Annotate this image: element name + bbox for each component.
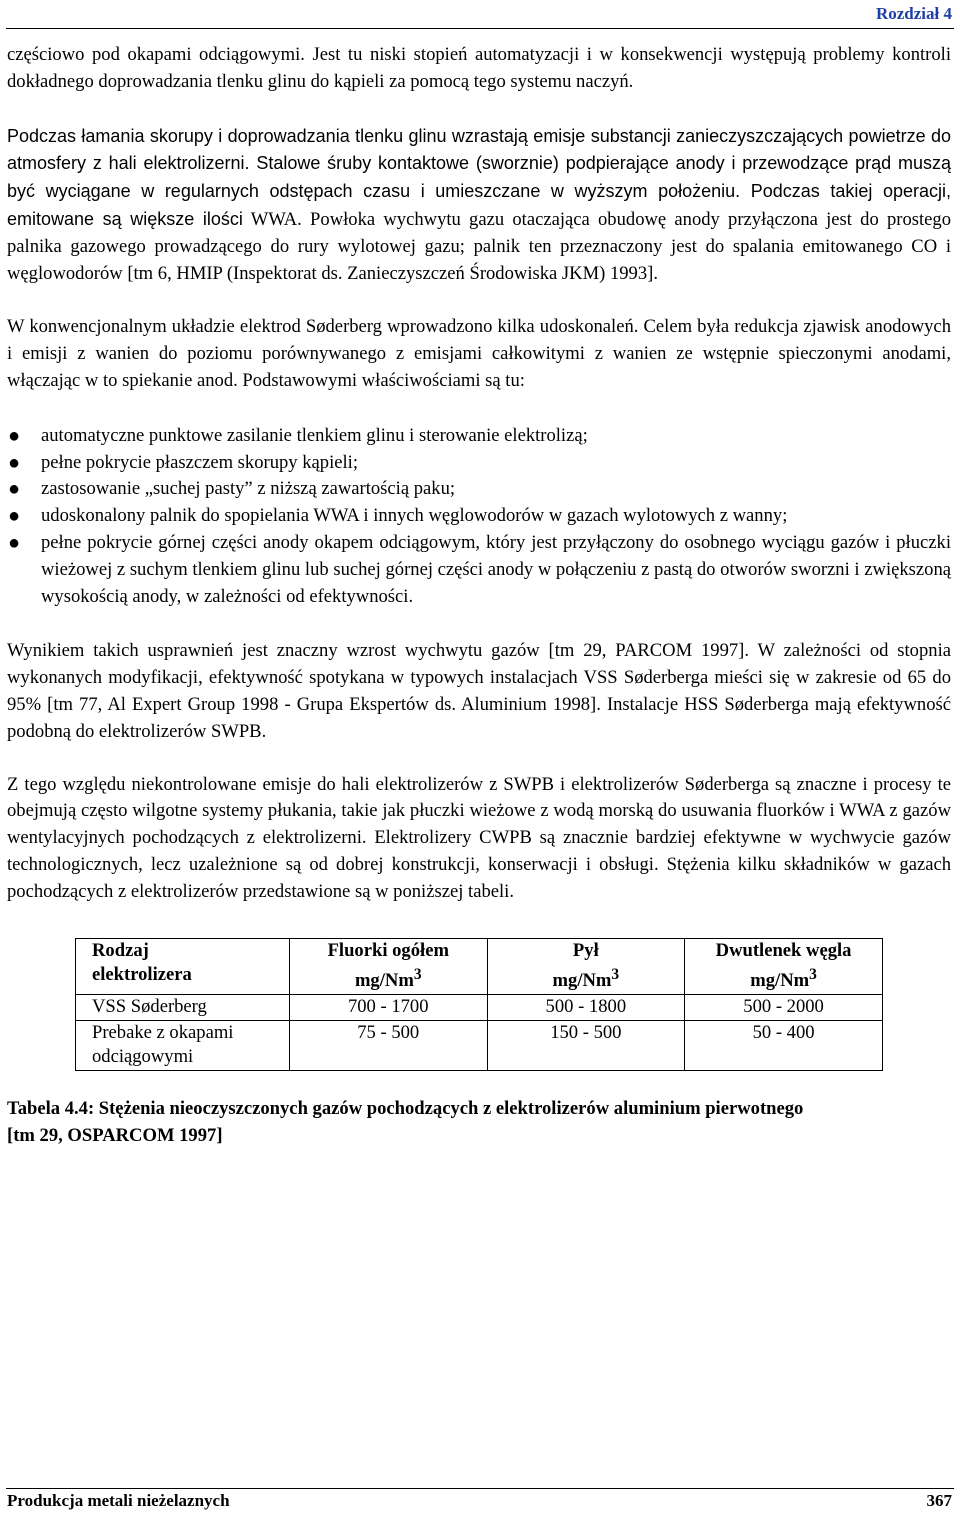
paragraph-4: Wynikiem takich usprawnień jest znaczny wzrost wychwytu gazów [tm 29, PARCOM 1997]. W zależności od stopnia wykonanych modyfikacji, efektywność spotykana w typowych instalacjach VSS Søderberga mieści się w zakresie od 65 do 95% [tm 77, Al Expert Group 1998 - Grupa Ekspertów ds. Aluminium 1998]. Instalacje HSS Søderberga mają efektywność podobną do elektrolizerów SWPB. bbox=[7, 640, 951, 742]
bullet-list bbox=[7, 423, 951, 611]
paragraph-2-sans-run: Podczas łamania skorupy i doprowadzania tlenku glinu wzrastają emisje substancji zanieczyszczających powietrze do atmosfery z hali elektrolizerni. Stalowe śruby kontaktowe (sworznie) podpierające anody i przewodzące prąd muszą być wyciągane w regularnych odstępach czasu i umieszczane w wyższym położeniu. Podczas takiej operacji, emitowane są większe ilości bbox=[7, 125, 951, 229]
bullet-icon: ● bbox=[8, 478, 21, 501]
list-item bbox=[7, 450, 951, 477]
table-cell: 150 - 500 bbox=[487, 1020, 685, 1070]
table-header-cell: Fluorki ogółem mg/Nm$^3$ bbox=[289, 938, 487, 994]
paragraph-1: częściowo pod okapami odciągowymi. Jest tu niski stopień automatyzacji i w konsekwencji występują problemy kontroli dokładnego doprowadzania tlenku glinu do kąpieli za pomocą tego systemu naczyń. bbox=[7, 44, 951, 92]
bullet-icon: ● bbox=[8, 451, 21, 474]
list-item-text: pełne pokrycie płaszczem skorupy kąpieli; bbox=[41, 451, 359, 473]
table-header-row bbox=[76, 938, 883, 994]
table-header-cell: Rodzaj elektrolizera bbox=[76, 938, 290, 994]
bullet-icon: ● bbox=[8, 505, 21, 528]
table-cell: 700 - 1700 bbox=[289, 994, 487, 1020]
table-cell: 75 - 500 bbox=[289, 1020, 487, 1070]
bullet-icon: ● bbox=[8, 424, 21, 447]
footer-rule bbox=[6, 1488, 954, 1489]
paragraph-3: W konwencjonalnym układzie elektrod Søderberg wprowadzono kilka udoskonaleń. Celem była redukcja zjawisk anodowych i emisji z wanien do poziomu porównywanego z emisjami całkowitymi z wanien ze wstępnie spieczonymi anodami, włączając w to spiekanie anod. Podstawowymi właściwościami są tu: bbox=[7, 316, 951, 391]
bullet-icon: ● bbox=[8, 531, 21, 554]
chapter-heading: Rozdział 4 bbox=[875, 4, 952, 23]
paragraph-5: Z tego względu niekontrolowane emisje do hali elektrolizerów z SWPB i elektrolizerów Søderberga są znaczne i procesy te obejmują często wilgotne systemy płukania, takie jak płuczki wieżowe z wodą morską do usuwania fluorków i WWA z gazów wentylacyjnych pochodzących z elektrolizerni. Elektrolizery CWPB są znacznie bardziej efektywne w wychwycie gazów technologicznych, lecz uzależnione są od dobrej konstrukcji, konserwacji i obsługi. Stężenia kilku składników w gazach pochodzących z elektrolizerów przedstawione są w poniższej tabeli. bbox=[7, 773, 951, 902]
table-row bbox=[76, 1020, 883, 1070]
list-item-text: udoskonalony palnik do spopielania WWA i innych węglowodorów w gazach wylotowych z wanny; bbox=[41, 505, 788, 527]
page-number: 367 bbox=[926, 1491, 952, 1510]
list-item-text: zastosowanie „suchej pasty” z niższą zawartością paku; bbox=[41, 478, 456, 500]
table-cell: 500 - 1800 bbox=[487, 994, 685, 1020]
list-item bbox=[7, 530, 951, 610]
header-rule bbox=[6, 28, 954, 29]
table-caption-title: Tabela 4.4: Stężenia nieoczyszczonych gazów pochodzących z elektrolizerów aluminium pierwotnego bbox=[7, 1097, 804, 1119]
table-row bbox=[76, 994, 883, 1020]
list-item bbox=[7, 476, 951, 503]
table-cell: Prebake z okapami odciągowymi bbox=[76, 1020, 290, 1070]
table-cell: VSS Søderberg bbox=[76, 994, 290, 1020]
table-caption-source: [tm 29, OSPARCOM 1997] bbox=[7, 1124, 223, 1146]
list-item bbox=[7, 503, 951, 530]
table-cell: 500 - 2000 bbox=[685, 994, 883, 1020]
table-caption bbox=[7, 1096, 951, 1150]
table-header-cell: Dwutlenek węgla mg/Nm$^3$ bbox=[685, 938, 883, 994]
table-header-cell: Pył mg/Nm$^3$ bbox=[487, 938, 685, 994]
footer-document-title: Produkcja metali nieżelaznych bbox=[7, 1491, 230, 1510]
emissions-table bbox=[75, 938, 883, 1071]
page-content bbox=[7, 42, 951, 1149]
list-item bbox=[7, 423, 951, 450]
list-item-text: automatyczne punktowe zasilanie tlenkiem glinu i sterowanie elektrolizą; bbox=[41, 424, 588, 446]
list-item-text: pełne pokrycie górnej części anody okapem odciągowym, który jest przyłączony do osobnego wyciągu gazów i płuczki wieżowej z suchym tlenkiem glinu lub suchej górnej części anody w połączeniu z pastą do otworów sworzni i zwiększoną wysokością anody, w zależności od efektywności. bbox=[41, 531, 951, 607]
paragraph-2 bbox=[7, 123, 951, 288]
table-cell: 50 - 400 bbox=[685, 1020, 883, 1070]
paragraph-2-serif-run: WWA. Powłoka wychwytu gazu otaczająca obudowę anody przyłączona jest do prostego palnika gazowego prowadzącego do rury wylotowej gazu; palnik ten przeznaczony jest do spalania emitowanego CO i węglowodorów [tm 6, HMIP (Inspektorat ds. Zanieczyszczeń Środowiska JKM) 1993]. bbox=[7, 208, 951, 284]
